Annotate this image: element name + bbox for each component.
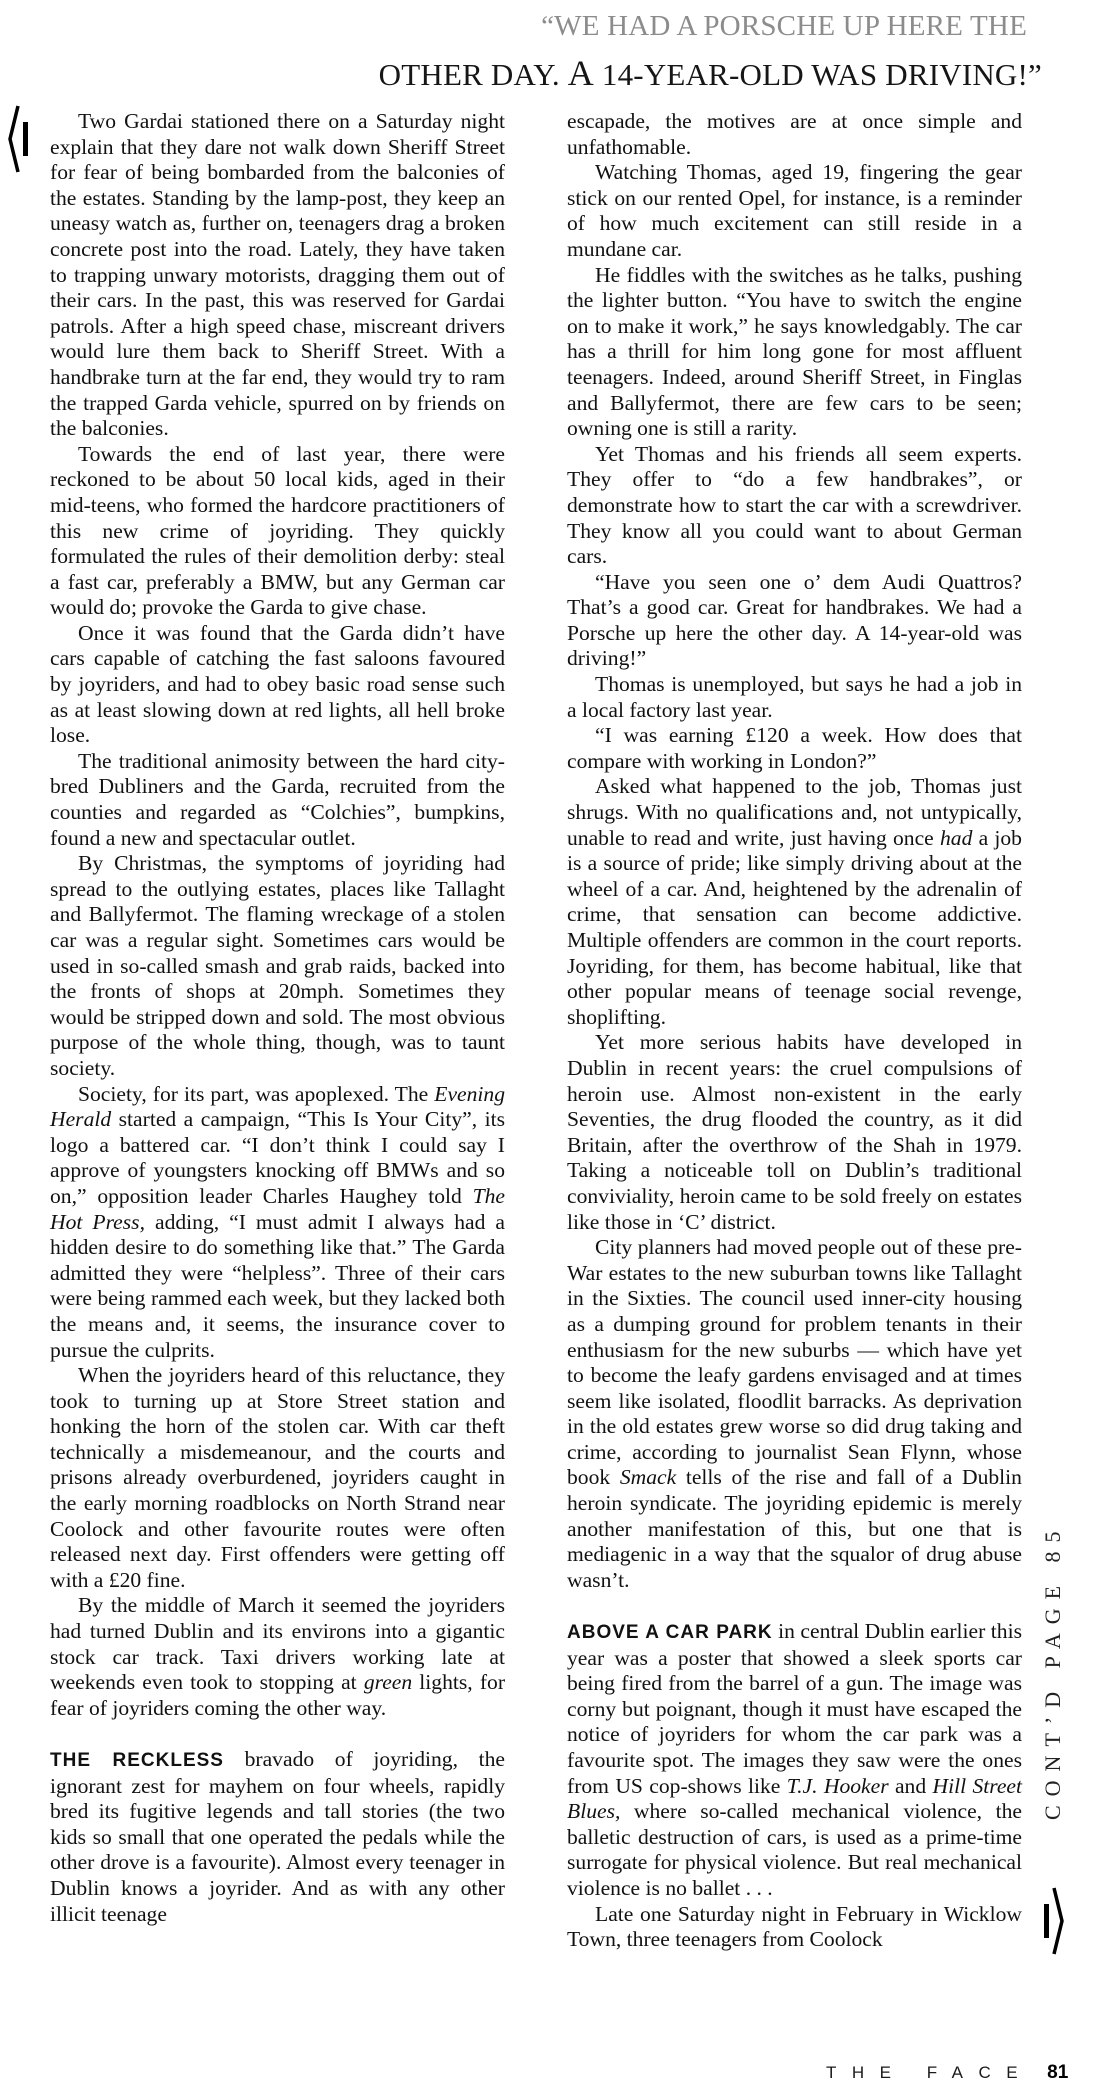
article-column-left xyxy=(50,109,505,1927)
emphasis: had xyxy=(939,825,973,850)
headline-line-2-part-c: 14-YEAR-OLD WAS DRIVING!” xyxy=(593,57,1042,92)
paragraph: “Have you seen one o’ dem Audi Quattros? That’s a good car. Great for handbrakes. We had a Porsche up here the other day. A 14-year-old was driving!” xyxy=(567,569,1022,671)
page-number: 81 xyxy=(1047,2062,1069,2083)
publication-title: The Hot Press, xyxy=(50,1183,505,1234)
paragraph: Thomas is unemployed, but says he had a job in a local factory last year. xyxy=(567,672,1022,722)
paragraph: By Christmas, the symptoms of joyriding had spread to the outlying estates, places like Tallaght and Ballyfermot. The flaming wreckage of a stolen car was a regular sight. Sometimes cars would be used in so-called smash and grab raids, backed into the fronts of shops at 20mph. Sometimes they would be stripped down and sold. The most obvious purpose of the whole thing, though, was to taunt society. xyxy=(50,851,505,1080)
text: By the middle of March it seemed the joyriders had turned Dublin and its environs into a gigantic stock car track. Taxi drivers working late at weekends even took to stopping at xyxy=(50,1593,505,1695)
headline-line-2-initial: A xyxy=(567,53,594,93)
text: started a campaign, “This Is Your City”, its logo a battered car. “I don’t think I could say I approve of youngsters knocking off BMWs and so on,” opposition leader Charles Haughey told xyxy=(50,1107,505,1208)
text: bravado of joyriding, the ignorant zest for mayhem on four wheels, rapidly bred its fugitive legends and tall stories (the two kids so small that one operated the pedals while the other drove is a favourite). Almost every teenager in Dublin knows a joyrider. And as with any other illicit teenage xyxy=(50,1747,505,1926)
paragraph xyxy=(567,774,1022,1030)
text: in central Dublin earlier this year was a poster that showed a sleek sports car being fired from the barrel of a gun. The image was corny but poignant, though it must have escaped the notice of joyriders for whom the car park was a favourite spot. The images they saw were the ones from US cop-shows like xyxy=(567,1619,1022,1798)
publication-title: Evening Herald xyxy=(50,1081,505,1132)
paragraph xyxy=(50,1593,505,1721)
headline-line-2 xyxy=(379,52,1042,94)
text: Asked what happened to the job, Thomas just shrugs. With no qualifications and, not untypically, unable to read and write, just having once xyxy=(567,774,1022,850)
open-section-arrow-icon xyxy=(6,104,32,174)
headline-line-2-part-a: OTHER DAY. xyxy=(378,57,568,92)
section-paragraph xyxy=(567,1619,1022,1902)
headline-line-1: “WE HAD A PORSCHE UP HERE THE xyxy=(541,10,1027,42)
text: a job is a source of pride; like simply driving about at the wheel of a car. And, heightened by the adrenalin of crime, that sensation can become addictive. Multiple offenders are common in the court reports. Joyriding, for them, has become habitual, like that other popular means of teenage social revenge, shoplifting. xyxy=(567,825,1022,1029)
page-footer xyxy=(826,2062,1068,2084)
text: tells of the rise and fall of a Dublin heroin syndicate. The joyriding epidemic is merely another manifestation of this, but one that is mediagenic in a way that the squalor of drug abuse wasn’t. xyxy=(567,1465,1022,1592)
emphasis: green xyxy=(363,1670,413,1695)
magazine-name: THE FACE xyxy=(826,2063,1034,2082)
text: City planners had moved people out of these pre-War estates to the new suburban towns like Tallaght in the Sixties. The council used inner-city housing as a dumping ground for problem tenants in their enthusiasm for the new suburbs — which have yet to become the leafy gardens envisaged and at times seem like isolated, floodlit barracks. As deprivation in the old estates grew worse so did drug taking and crime, according to journalist Sean Flynn, whose book xyxy=(567,1235,1022,1490)
show-title: T.J. Hooker xyxy=(786,1773,889,1798)
paragraph: Late one Saturday night in February in Wicklow Town, three teenagers from Coolock xyxy=(567,1901,1022,1952)
paragraph: escapade, the motives are at once simple and unfathomable. xyxy=(567,109,1022,159)
article-column-right xyxy=(567,109,1022,1953)
book-title: Smack xyxy=(619,1465,677,1490)
paragraph: Yet more serious habits have developed in Dublin in recent years: the cruel compulsions of heroin use. Almost non-existent in the early Seventies, the drug flooded the country, as it did Britain, after the overthrow of the Shah in 1979. Taking a noticeable toll on Dublin’s traditional conviviality, heroin came to be sold freely on estates like those in ‘C’ district. xyxy=(567,1030,1022,1234)
paragraph: He fiddles with the switches as he talks, pushing the lighter button. “You have to switch the engine on to make it work,” he says knowledgably. The car has a thrill for him long gone for most affluent teenagers. Indeed, around Sheriff Street, in Finglas and Ballyfermot, there are few cars to be seen; owning one is still a rarity. xyxy=(567,262,1022,441)
section-lead-in: THE RECKLESS xyxy=(50,1750,224,1771)
paragraph xyxy=(50,1082,505,1364)
paragraph: Yet Thomas and his friends all seem experts. They offer to “do a few handbrakes”, or demonstrate how to start the car with a screwdriver. They know all you could want to about German cars. xyxy=(567,441,1022,569)
text: Society, for its part, was apoplexed. The xyxy=(78,1081,435,1106)
show-title: Hill Street Blues, xyxy=(567,1773,1023,1824)
text: adding, “I must admit I always had a hidden desire to do something like that.” The Garda admitted they were “helpless”. Three of their cars were being rammed each week, but they lacked both the means and, it seems, the insurance cover to pursue the culprits. xyxy=(50,1209,505,1362)
paragraph: Once it was found that the Garda didn’t have cars capable of catching the fast saloons favoured by joyriders, and had to obey basic road sense such as at least slowing down at red lights, all hell broke lose. xyxy=(50,620,505,748)
continued-on-page-label: CONT’D PAGE 85 xyxy=(1040,1522,1065,1820)
paragraph: Towards the end of last year, there were reckoned to be about 50 local kids, aged in their mid-teens, who formed the hardcore practitioners of this new crime of joyriding. They quickly formulated the rules of their demolition derby: steal a fast car, preferably a BMW, but any German car would do; provoke the Garda to give chase. xyxy=(50,441,505,620)
paragraph: When the joyriders heard of this reluctance, they took to turning up at Store Street station and honking the horn of the stolen car. With car theft technically a misdemeanour, and the courts and prisons already overburdened, joyriders caught in the early morning roadblocks on North Strand near Coolock and other favourite routes were often released next day. First offenders were getting off with a £20 fine. xyxy=(50,1363,505,1592)
section-lead-in: ABOVE A CAR PARK xyxy=(567,1622,773,1644)
text: and xyxy=(888,1773,933,1798)
paragraph: “I was earning £120 a week. How does that compare with working in London?” xyxy=(567,723,1022,773)
section-paragraph xyxy=(50,1747,505,1927)
paragraph: Watching Thomas, aged 19, fingering the gear stick on our rented Opel, for instance, is a reminder of how much excitement can still reside in a mundane car. xyxy=(567,160,1022,261)
text: lights, for fear of joyriders coming the other way. xyxy=(50,1670,506,1720)
text: where so-called mechanical violence, the balletic destruction of cars, is used as a prime-time surrogate for physical violence. But real mechanical violence is no ballet . . . xyxy=(567,1799,1022,1900)
paragraph: Two Gardai stationed there on a Saturday night explain that they dare not walk down Sheriff Street for fear of being bombarded from the balconies of the estates. Standing by the lamp-post, they keep an uneasy watch as, further on, teenagers drag a broken concrete post into the road. Lately, they have taken to trapping unwary motorists, dragging them out of their cars. In the past, this was reserved for Gardai patrols. After a high speed chase, miscreant drivers would lure them back to Sheriff Street. With a handbrake turn at the far end, they would try to ram the trapped Garda vehicle, spurred on by friends on the balconies. xyxy=(50,109,505,441)
close-section-arrow-icon xyxy=(1040,1886,1066,1956)
paragraph: The traditional animosity between the hard city-bred Dubliners and the Garda, recruited from the counties and regarded as “Colchies”, bumpkins, found a new and spectacular outlet. xyxy=(50,748,505,850)
paragraph xyxy=(567,1235,1022,1593)
